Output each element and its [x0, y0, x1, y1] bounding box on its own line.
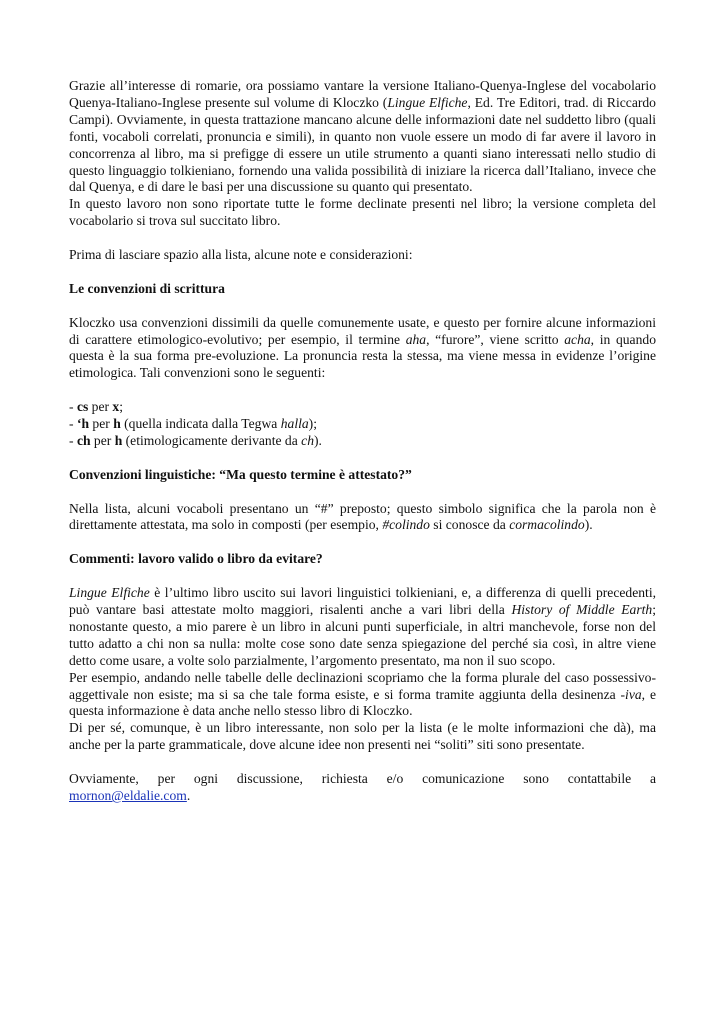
- email-link[interactable]: mornon@eldalie.com: [69, 787, 187, 803]
- comments-paragraph-2: Per esempio, andando nelle tabelle delle declinazioni scopriamo che la forma plurale del caso possessivo-aggettivale non esiste; ma si sa che tale forma esiste, e si forma tramite aggiunta della desinenza -iva, e questa informazione è data anche nello stesso libro di Kloczko.: [69, 669, 656, 719]
- section-heading-linguistic-conventions: Convenzioni linguistiche: “Ma questo termine è attestato?”: [69, 466, 412, 482]
- section-heading-writing-conventions: Le convenzioni di scrittura: [69, 280, 225, 296]
- comments-paragraph-1: Lingue Elfiche è l’ultimo libro uscito sui lavori linguistici tolkieniani, e, a differenza di quelli precedenti, può vantare basi attestate molto maggiori, risalenti anche a vari libri della History of Middle Earth; nonostante questo, a mio parere è un libro in alcuni punti superficiale, in altri manchevole, forse non del tutto adatto a chi non sa nulla: molte cose sono date senza spiegazione del perché sia così, in altre viene detto come usare, a volte solo parzialmente, l’argomento presentato, ma non il suo scopo.: [69, 585, 656, 668]
- convention-item: - ch per h (etimologicamente derivante da ch).: [69, 432, 322, 448]
- book-title: Lingue Elfiche: [387, 94, 468, 110]
- intro-transition: Prima di lasciare spazio alla lista, alcune note e considerazioni:: [69, 247, 413, 263]
- linguistic-conventions-paragraph: Nella lista, alcuni vocaboli presentano un “#” preposto; questo simbolo significa che la parola non è direttamente attestata, ma solo in composti (per esempio, #colindo si conosce da cormacolindo).: [69, 500, 656, 533]
- document-page: [69, 78, 656, 805]
- intro-note-paragraph: In questo lavoro non sono riportate tutte le forme declinate presenti nel libro; la versione completa del vocabolario si trova sul succitato libro.: [69, 196, 656, 229]
- writing-conventions-paragraph: Kloczko usa convenzioni dissimili da quelle comunemente usate, e questo per fornire alcune informazioni di carattere etimologico-evolutivo; per esempio, il termine aha, “furore”, viene scritto acha, in quando questa è la sua forma pre-evoluzione. La pronuncia resta la stessa, ma viene messa in evidenze l’origine etimologica. Tali convenzioni sono le seguenti:: [69, 314, 656, 381]
- section-heading-comments: Commenti: lavoro valido o libro da evitare?: [69, 551, 323, 567]
- closing-paragraph: Ovviamente, per ogni discussione, richiesta e/o comunicazione sono contattabile a: [69, 771, 656, 787]
- comments-paragraph-3: Di per sé, comunque, è un libro interessante, non solo per la lista (e le molte informazioni che dà), ma anche per la parte grammaticale, dove alcune idee non presenti nei “soliti” siti sono presentate.: [69, 720, 656, 753]
- closing-contact-line: mornon@eldalie.com.: [69, 787, 191, 803]
- intro-paragraph: Grazie all’interesse di romarie, ora possiamo vantare la versione Italiano-Quenya-Inglese del vocabolario Quenya-Italiano-Inglese presente sul volume di Kloczko (Lingue Elfiche, Ed. Tre Editori, trad. di Riccardo Campi). Ovviamente, in questa trattazione mancano alcune delle informazioni date nel suddetto libro (quali fonti, vocaboli correlati, pronuncia e simili), in quanto non vuole essere un modo di far avere il lavoro in concorrenza al libro, ma si prefigge di essere un utile strumento a quanti siano interessati nello studio di questo linguaggio tolkieniano, fornendo una valida possibilità di iniziare la ricerca dall’Italiano, invece che dal Quenya, e di dare le basi per una discussione su quanto qui presentato.: [69, 78, 656, 195]
- convention-item: - cs per x;: [69, 399, 123, 415]
- convention-item: - ‘h per h (quella indicata dalla Tegwa halla);: [69, 416, 317, 432]
